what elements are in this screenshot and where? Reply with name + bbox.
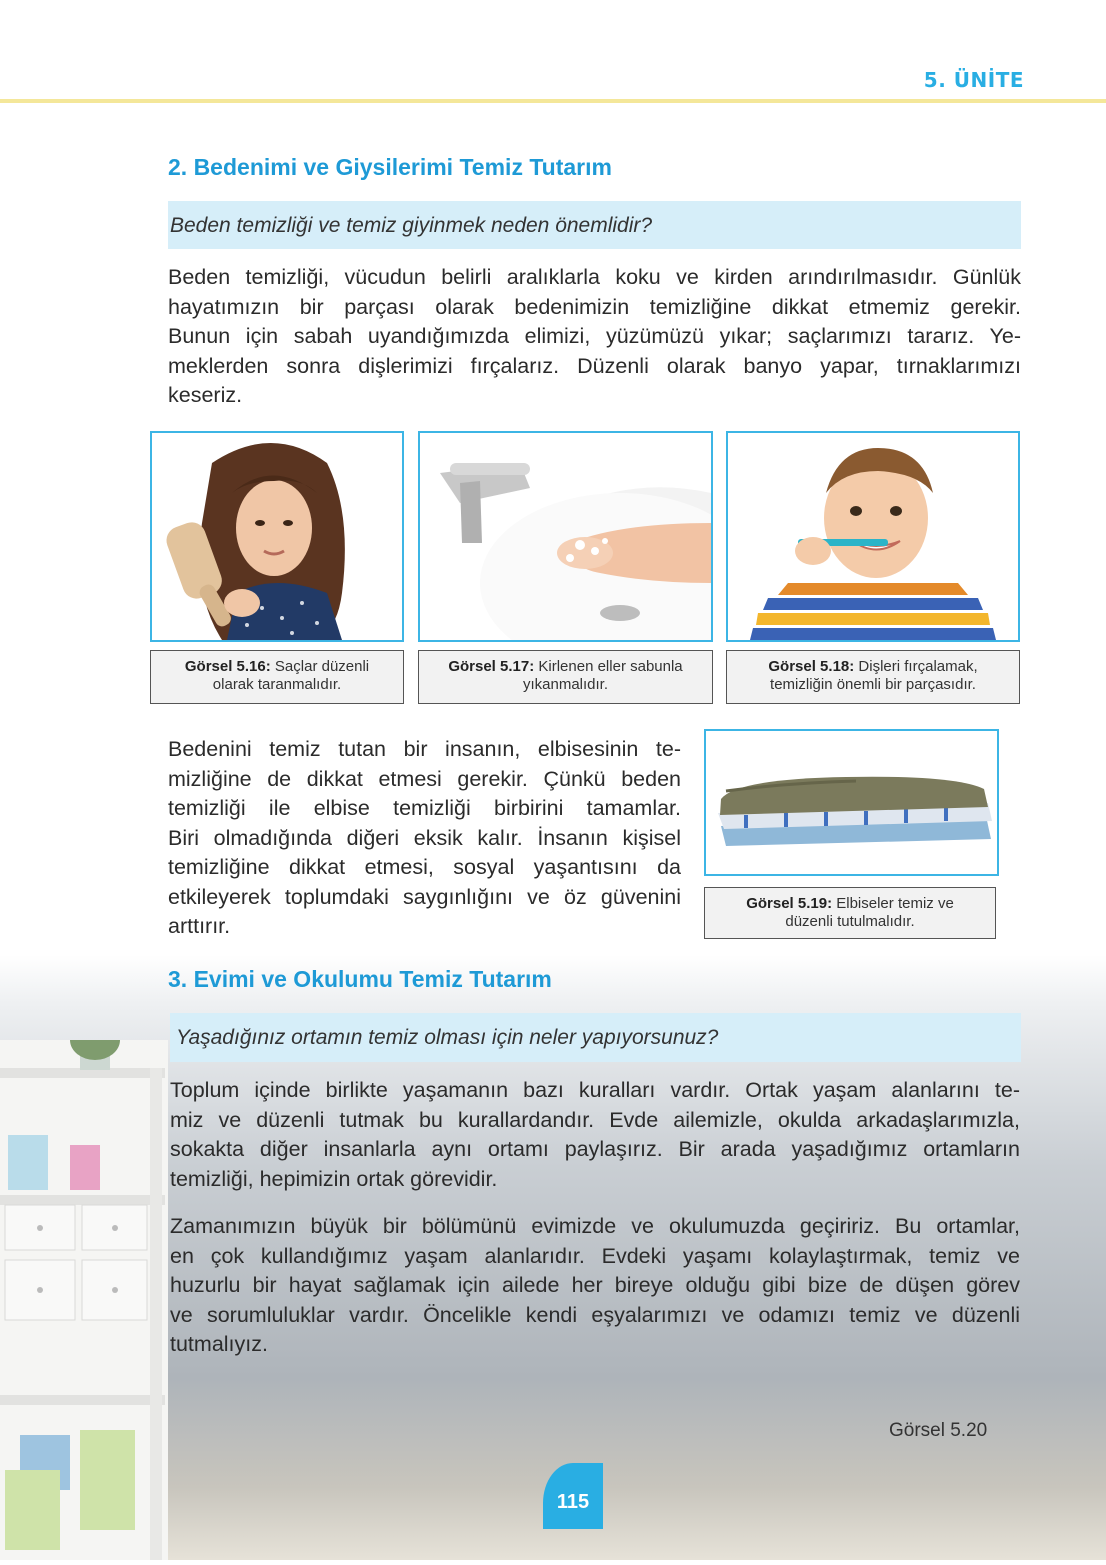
caption-label: Görsel 5.16: — [184, 658, 271, 675]
caption-text: Elbiseler temiz ve — [832, 895, 954, 912]
paragraph-line: etkileyerek toplumdaki saygınlığını ve öz güvenini — [168, 884, 681, 909]
photo-hand-washing — [418, 431, 713, 642]
paragraph-line: keseriz. — [168, 383, 243, 407]
caption-figure-5-18 — [726, 650, 1020, 704]
unit-label: 5. ÜNİTE — [923, 68, 1024, 92]
paragraph-line: ve sorumluluklar vardır. Öncelikle kendi eşyalarımızı ve odamızı temiz ve düzenli — [170, 1302, 1020, 1327]
paragraph-line: Beden temizliği, vücudun belirli aralıklarla koku ve kirden arındırılmasıdır. Günlük — [168, 265, 1021, 289]
header-rule — [0, 99, 1106, 103]
caption-figure-5-19 — [704, 887, 996, 939]
paragraph-line: miz ve düzenli tutmak bu kurallardandır. Evde ailemizle, okulda arkadaşlarımızla, — [170, 1107, 1020, 1132]
caption-text: Dişleri fırçalamak, — [854, 658, 978, 675]
paragraph-line: sokakta diğer insanlarla aynı ortamı paylaşırız. Bir arada yaşadığımız ortamların — [170, 1137, 1020, 1161]
paragraph-line: Toplum içinde birlikte yaşamanın bazı kuralları vardır. Ortak yaşam alanlarını te- — [170, 1078, 1020, 1102]
caption-figure-5-17 — [418, 650, 713, 704]
photo-folded-clothes — [704, 729, 999, 876]
image-credit: Görsel 5.20 — [889, 1420, 988, 1441]
photo-boy-brushing-teeth — [726, 431, 1020, 642]
caption-text: düzenli tutulmalıdır. — [785, 913, 915, 930]
paragraph-line: meklerden sonra dişlerimizi fırçalarız. Düzenli olarak banyo yapar, tırnaklarımızı — [168, 353, 1021, 378]
section-2-question: Beden temizliği ve temiz giyinmek neden önemlidir? — [170, 214, 653, 237]
page-number-badge — [543, 1463, 603, 1529]
paragraph-line: tutmalıyız. — [170, 1332, 268, 1356]
caption-text: temizliğin önemli bir parçasıdır. — [770, 676, 976, 693]
paragraph-line: temizliğine dikkat etmesi, sosyal yaşantısını da — [168, 855, 681, 879]
paragraph-line: Bedenini temiz tutan bir insanın, elbisesinin te- — [168, 737, 681, 761]
paragraph-line: Bunun için sabah uyandığımızda elimizi, yüzümüzü yıkar; saçlarımızı tararız. Ye- — [168, 324, 1021, 348]
paragraph-line: huzurlu bir hayat sağlamak için ailede her bireye olduğu gibi bize de düşen görev — [170, 1273, 1020, 1297]
paragraph-line: temizliği, hepimizin ortak görevidir. — [170, 1166, 498, 1191]
section-3-paragraph-2 — [170, 1212, 1020, 1360]
section-3-paragraph-1 — [170, 1076, 1020, 1194]
caption-figure-5-16 — [150, 650, 404, 704]
caption-text: Kirlenen eller sabunla — [534, 658, 683, 675]
caption-text: yıkanmalıdır. — [522, 676, 609, 693]
section-3-title: 3. Evimi ve Okulumu Temiz Tutarım — [168, 966, 552, 992]
paragraph-line: temizliği ile elbise temizliği birbirini tamamlar. — [168, 796, 681, 820]
section-3-question-box — [170, 1013, 1021, 1062]
caption-text: olarak taranmalıdır. — [212, 676, 342, 693]
page-number: 115 — [556, 1491, 590, 1513]
background-shelf — [0, 1040, 168, 1560]
caption-label: Görsel 5.17: — [448, 658, 535, 675]
photo-girl-combing-hair — [150, 431, 404, 642]
section-3-question: Yaşadığınız ortamın temiz olması için neler yapıyorsunuz? — [176, 1026, 719, 1049]
section-2-paragraph-2 — [168, 735, 681, 942]
paragraph-line: Zamanımızın büyük bir bölümünü evimizde ve okulumuzda geçiririz. Bu ortamlar, — [170, 1214, 1020, 1238]
paragraph-line: en çok kullandığımız yaşam alanlarıdır. Evdeki yaşamı kolaylaştırmak, temiz ve — [170, 1243, 1020, 1268]
caption-label: Görsel 5.18: — [768, 658, 855, 675]
caption-label: Görsel 5.19: — [746, 895, 833, 912]
paragraph-line: arttırır. — [168, 914, 231, 938]
paragraph-line: hayatımızın bir parçası olarak bedenimizin temizliğine dikkat etmemiz gerekir. — [168, 294, 1021, 319]
section-2-paragraph — [168, 263, 1021, 411]
section-2-question-box — [168, 201, 1021, 249]
caption-text: Saçlar düzenli — [270, 658, 370, 675]
paragraph-line: mizliğine de dikkat etmesi gerekir. Çünkü beden — [168, 766, 681, 791]
section-2-title: 2. Bedenimi ve Giysilerimi Temiz Tutarım — [168, 154, 612, 180]
paragraph-line: Biri olmadığında diğeri eksik kalır. İnsanın kişisel — [168, 825, 681, 850]
